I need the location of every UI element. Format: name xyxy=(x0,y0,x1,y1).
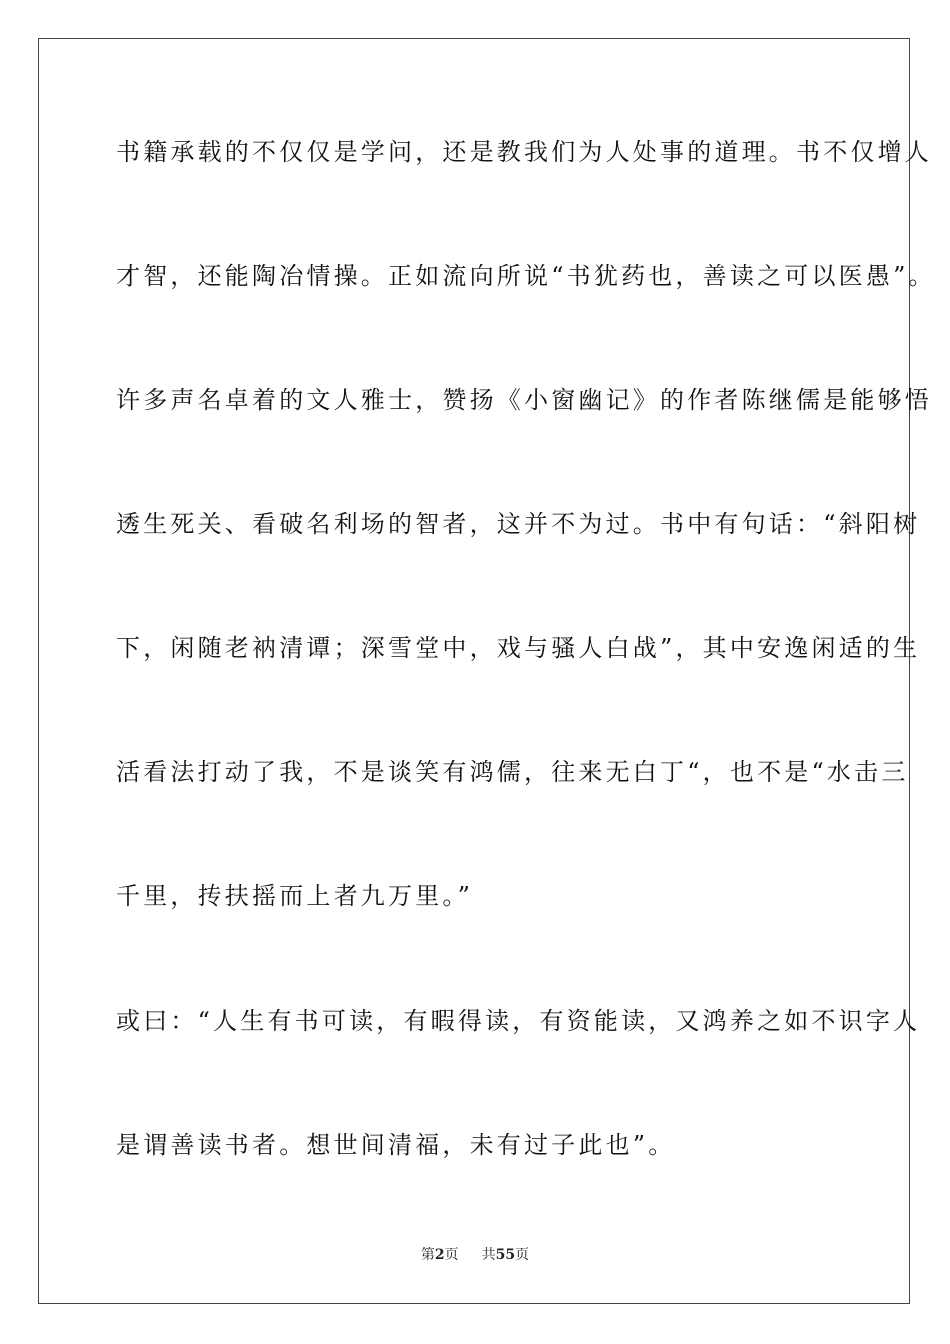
page-number-suffix: 页 xyxy=(444,1247,459,1263)
page-number-prefix: 第 xyxy=(420,1247,435,1263)
body-text-line-8: 或曰：“人生有书可读，有暇得读，有资能读，又鸿养之如不识字人 xyxy=(116,1007,921,1035)
body-text-line-3: 许多声名卓着的文人雅士，赞扬《小窗幽记》的作者陈继儒是能够悟 xyxy=(116,386,932,414)
body-text-line-6: 活看法打动了我，不是谈笑有鸿儒，往来无白丁“，也不是“水击三 xyxy=(116,758,909,786)
total-pages-prefix: 共 xyxy=(481,1247,496,1263)
page-footer xyxy=(0,1246,950,1264)
body-text-line-2: 才智，还能陶冶情操。正如流向所说“书犹药也，善读之可以医愚”。 xyxy=(116,262,936,290)
body-text-line-5: 下，闲随老衲清谭；深雪堂中，戏与骚人白战”，其中安逸闲适的生 xyxy=(116,634,921,662)
body-text-line-7: 千里，抟扶摇而上者九万里。” xyxy=(116,882,474,910)
body-text-line-9: 是谓善读书者。想世间清福，未有过子此也”。 xyxy=(116,1131,676,1159)
page-number: 2 xyxy=(434,1247,445,1263)
body-text-line-1: 书籍承载的不仅仅是学问，还是教我们为人处事的道理。书不仅增人 xyxy=(116,138,932,166)
body-text-line-4: 透生死关、看破名利场的智者，这并不为过。书中有句话：“斜阳树 xyxy=(116,510,921,538)
page-border xyxy=(38,38,936,1304)
total-pages: 55 xyxy=(495,1247,516,1263)
total-pages-suffix: 页 xyxy=(515,1247,530,1263)
